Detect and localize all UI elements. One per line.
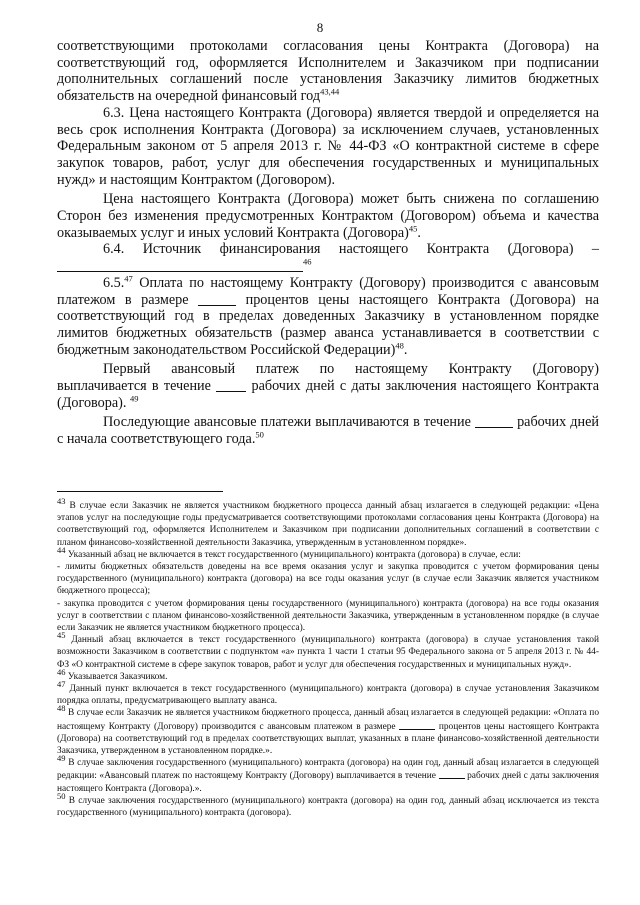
- footnote-50: $^{50}$ В случае заключения государственного (муниципального) контракта (договора) на один год, данный абзац исключается из текста государственного (муниципального) контракта (договора).: [57, 790, 599, 819]
- footnote-48-blank: [399, 720, 435, 730]
- paragraph-price-reduction: Цена настоящего Контракта (Договора) может быть снижена по соглашению Сторон без изменения предусмотренных Контрактом (Договором) объема и качества оказываемых услуг и иных условий Контракта (Договора)$^{45}$.: [57, 191, 599, 241]
- footnote-49-blank: [439, 769, 465, 779]
- footnote-44: $^{44}$ Указанный абзац не включается в текст государственного (муниципального) контракта (договора) в случае, если:: [57, 544, 521, 560]
- footnote-47: $^{47}$ Данный пункт включается в текст государственного (муниципального) контракта (договора) в случае установления Заказчиком порядка оплаты, предусматривающего выплату аванса.: [57, 678, 600, 707]
- footnote-ref-50[interactable]: 50: [255, 429, 264, 440]
- paragraph-subsequent-advances: Последующие авансовые платежи выплачиваются в течение рабочих дней с начала соответствующего года.$^{50}$: [57, 414, 600, 448]
- page-number: 8: [316, 20, 324, 35]
- funding-source-blank: [57, 259, 303, 272]
- footnote-ref-49[interactable]: 49: [129, 393, 139, 404]
- footnote-45: $^{45}$ Данный абзац включается в текст государственного (муниципального) контракта (договора) в случае установления такой возможности Заказчиком в соответствии с подпунктом «а» пункта 1 части 1 статьи 95 Федерального закона от 5 апреля 2013 г. № 44-ФЗ «О контрактной системе в сфере закупок товаров, работ и услуг для обеспечения государственных и муниципальных нужд».: [57, 630, 599, 670]
- footnote-43: $^{43}$ В случае если Заказчик не является участником бюджетного процесса данный абзац излагается в следующей редакции: «Цена этапов услуг на последующие годы предусматривается соответствующими протоколами согласования цены Контракта (Договора) на соответствующий год, оформляется Исполнителем и Заказчиком при подписании дополнительных соглашений в соответствии с планом финансово-хозяйственной деятельности Заказчика, утвержденным в установленном порядке».: [57, 495, 600, 548]
- footnote-44-item-2: - закупка проводится с учетом формирования цены государственного (муниципального) контракта (договора) на все годы оказания услуг в соответствии с планом финансово-хозяйственной деятельности Заказчика, утвержденным в установленном порядке (в случае если Заказчик не является участником бюджетного процесса).: [57, 598, 599, 634]
- footnote-ref-45[interactable]: 45: [408, 223, 418, 233]
- funding-source-blank-line: [57, 258, 599, 275]
- footnote-ref-48[interactable]: 48: [395, 339, 404, 350]
- paragraph-first-advance: Первый авансовый платеж по настоящему Контракту (Договору) выплачивается в течение рабочих дней с даты заключения настоящего Контракта (Договора). $^{49}$: [57, 361, 600, 411]
- first-advance-line: Первый авансовый платеж по настоящему Контракту (Договору): [103, 361, 599, 378]
- footnote-separator: [57, 491, 223, 492]
- paragraph-price-protocols: соответствующими протоколами согласования цены Контракта (Договора) на соответствующий год, оформляется Исполнителем и Заказчиком при подписании дополнительных соглашений после установления Заказчику лимитов бюджетных обязательств на очередной финансовый год$^{43,44}$: [57, 38, 599, 105]
- subsequent-advance-days-blank: [475, 414, 513, 428]
- paragraph-6-4-line: 6.4. Источник финансирования настоящего Контракта (Договора) –: [103, 241, 599, 258]
- footnote-44-item-1: - лимиты бюджетных обязательств доведены на все время оказания услуг и закупка проводится с учетом формирования цены государственного (муниципального) контракта (договора) на все годы оказания услуг (в случае если Заказчик является участником бюджетного процесса);: [57, 562, 599, 597]
- footnote-46: $^{46}$ Указывается Заказчиком.: [57, 666, 168, 682]
- footnote-49: $^{49}$ В случае заключения государственного (муниципального) контракта (договора) на один год, данный абзац излагается в следующей редакции: «Авансовый платеж по настоящему Контракту (Договору) выплачивается в течение рабочих дней с даты заключения настоящего Контракта (Договора).».: [57, 753, 599, 794]
- footnote-48: $^{48}$ В случае если Заказчик не является участником бюджетного процесса, данный абзац излагается в следующей редакции: «Оплата по настоящему Контракту (Договору) производится с авансовым платежом в размере процентов цены настоящего Контракта (Договора) на соответствующий год в пределах соответствующих выплат, указанных в плане финансово-хозяйственной деятельности Заказчика, утвержденном в установленном порядке.».: [57, 703, 600, 757]
- footnote-ref-44[interactable]: 44: [330, 86, 340, 97]
- paragraph-6-4: [57, 241, 599, 258]
- footnote-ref-46[interactable]: 46: [303, 256, 312, 267]
- footnote-ref-43[interactable]: 43,: [320, 86, 331, 97]
- footnote-ref-47[interactable]: 47: [124, 273, 133, 284]
- paragraph-6-3: 6.3. Цена настоящего Контракта (Договора) является твердой и определяется на весь срок исполнения Контракта (Договора) за исключением случаев, установленных Федеральным законом от 5 апреля 2013 г. № 44-ФЗ «О контрактной системе в сфере закупок товаров, работ, услуг для обеспечения государственных и муниципальных нужд» и настоящим Контрактом (Договором).: [57, 104, 599, 188]
- paragraph-6-5: 6.5.47 Оплата по настоящему Контракту (Договору) производится с авансовым платежом в размере процентов цены настоящего Контракта (Договора) на соответствующий год в пределах доведенных Заказчику в установленном порядке лимитов бюджетных обязательств (размер аванса устанавливается в соответствии с бюджетным законодательством Российской Федерации)$^{48}$.: [57, 273, 600, 358]
- advance-percent-blank: [198, 292, 236, 306]
- first-advance-days-blank: [216, 378, 246, 392]
- main-text: [57, 38, 599, 448]
- footnotes: [57, 495, 600, 819]
